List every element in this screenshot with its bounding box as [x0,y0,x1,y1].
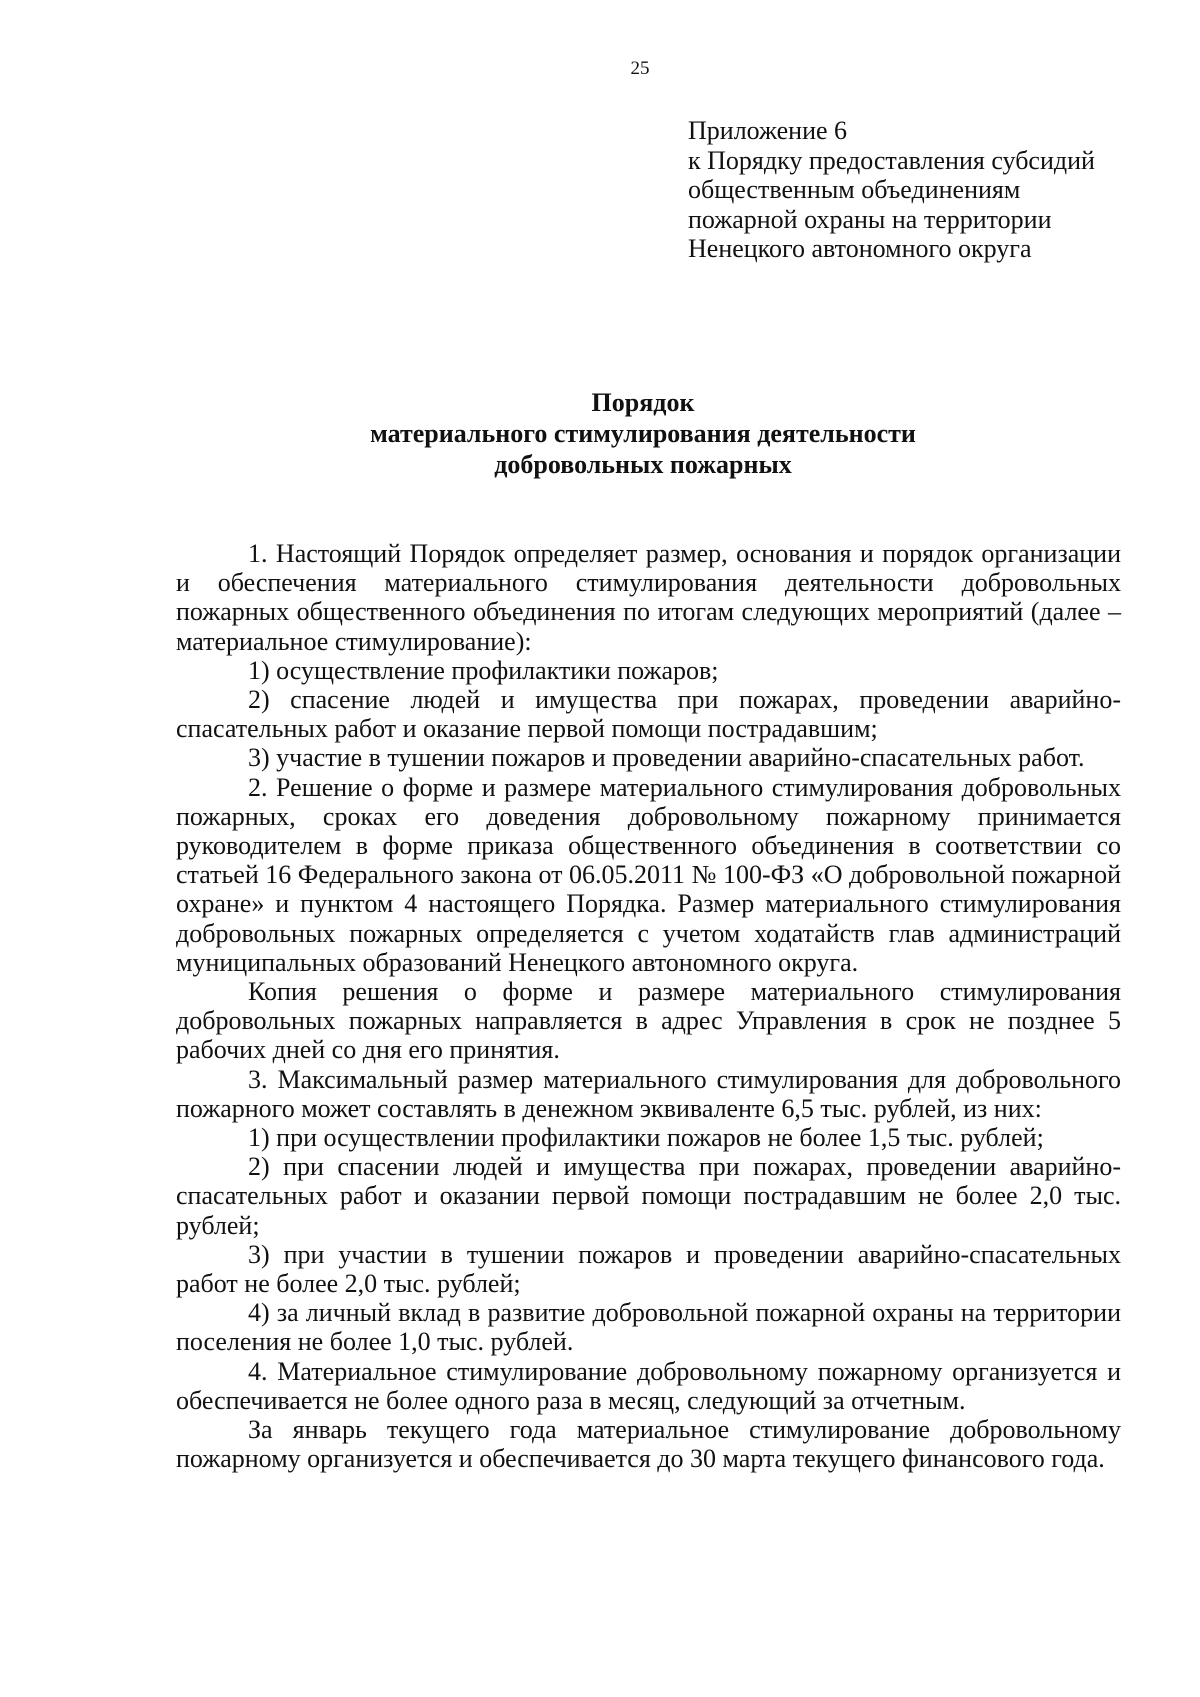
paragraph-4: 4. Материальное стимулирование добровольному пожарному организуется и обеспечивается не более одного раза в месяц, следующий за отчетным. [176,1356,1121,1415]
paragraph-3-item-3: 3) при участии в тушении пожаров и проведении аварийно-спасательных работ не более 2,0 тыс. рублей; [176,1239,1121,1299]
paragraph-3: 3. Максимальный размер материального стимулирования для добровольного пожарного может составлять в денежном эквиваленте 6,5 тыс. рублей, из них: [176,1064,1121,1123]
page-number: 25 [630,58,650,79]
paragraph-3-item-2: 2) при спасении людей и имущества при пожарах, проведении аварийно-спасательных работ и оказании первой помощи пострадавшим не более 2,0 тыс. рублей; [176,1152,1121,1240]
title-line: добровольных пожарных [494,450,792,479]
title-line: материального стимулирования деятельности [370,419,916,448]
paragraph-1-item-3: 3) участие в тушении пожаров и проведении аварийно-спасательных работ. [248,743,1085,773]
document-title [0,387,1200,480]
paragraph-1: 1. Настоящий Порядок определяет размер, основания и порядок организации и обеспечения материального стимулирования деятельности добровольных пожарных общественного объединения по итогам следующих мероприятий (далее – материальное стимулирование): [176,539,1121,656]
paragraph-2: 2. Решение о форме и размере материального стимулирования добровольных пожарных, сроках его доведения добровольному пожарному принимается руководителем в форме приказа общественного объединения в соответствии со статьей 16 Федерального закона от 06.05.2011 № 100-ФЗ «О добровольной пожарной охране» и пунктом 4 настоящего Порядка. Размер материального стимулирования добровольных пожарных определяется с учетом ходатайств глав администраций муниципальных образований Ненецкого автономного округа. [176,772,1121,977]
document-body [176,539,1121,1474]
paragraph-1-item-2: 2) спасение людей и имущества при пожарах, проведении аварийно-спасательных работ и оказание первой помощи пострадавшим; [176,685,1121,744]
paragraph-3-item-4: 4) за личный вклад в развитие добровольной пожарной охраны на территории поселения не более 1,0 тыс. рублей. [176,1298,1121,1357]
paragraph-1-item-1: 1) осуществление профилактики пожаров; [248,655,719,685]
title-line: Порядок [591,388,695,417]
appendix-line: Ненецкого автономного округа [688,234,1032,263]
paragraph-3-item-1: 1) при осуществлении профилактики пожаров не более 1,5 тыс. рублей; [248,1123,1044,1153]
paragraph-4-january: За январь текущего года материальное стимулирование добровольному пожарному организуется и обеспечивается до 30 марта текущего финансового года. [176,1415,1121,1474]
appendix-line: к Порядку предоставления субсидий [688,145,1095,175]
appendix-line: Приложение 6 [688,116,848,145]
appendix-line: общественным объединениям [688,175,1021,204]
appendix-line: пожарной охраны на территории [688,204,1052,234]
appendix-reference [688,116,1168,264]
paragraph-2-copy: Копия решения о форме и размере материального стимулирования добровольных пожарных направляется в адрес Управления в срок не позднее 5 рабочих дней со дня его принятия. [176,977,1121,1065]
